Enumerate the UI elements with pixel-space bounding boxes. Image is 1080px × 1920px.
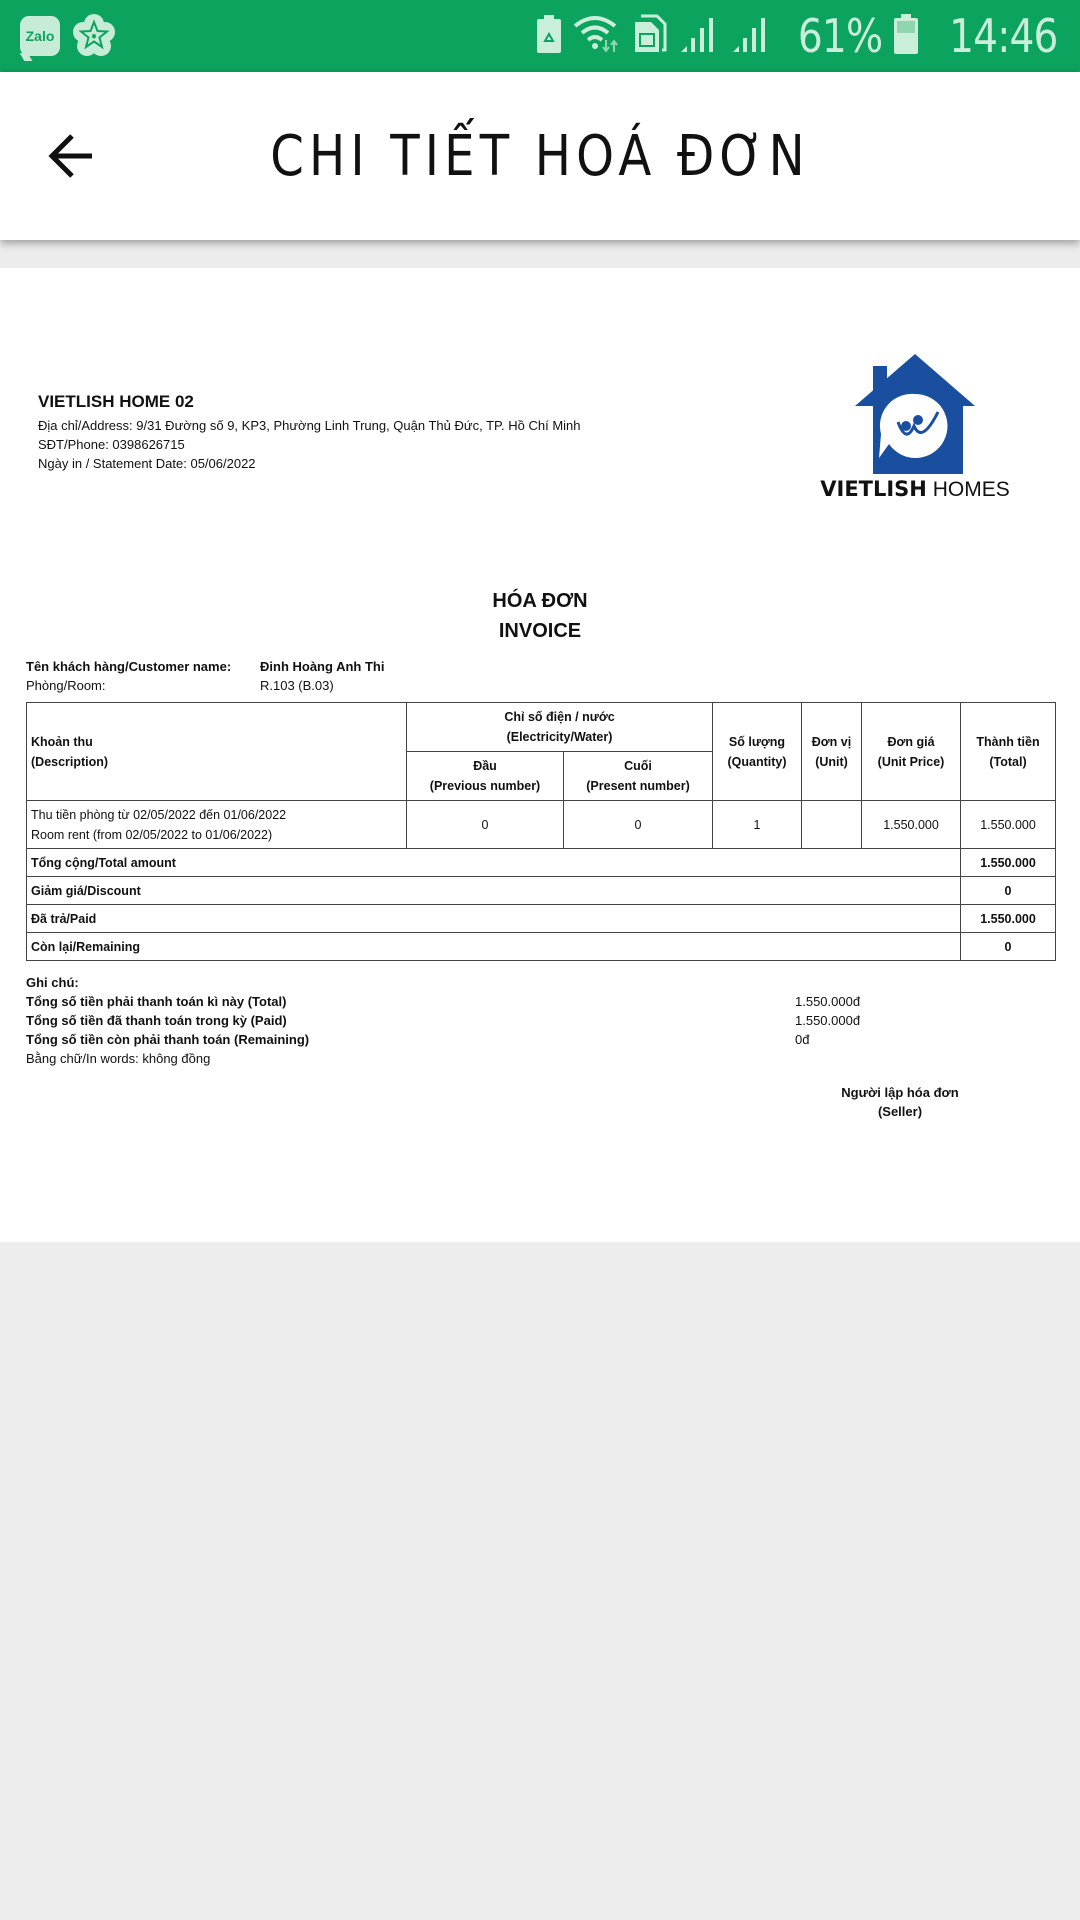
header-total: Thành tiền (Total) xyxy=(961,703,1056,801)
summary-value: 0 xyxy=(961,877,1056,905)
signal-sim2-icon xyxy=(731,16,771,57)
summary-label: Còn lại/Remaining xyxy=(27,933,961,961)
row-quantity: 1 xyxy=(713,801,802,849)
status-bar xyxy=(0,0,1080,72)
seller-label-vi: Người lập hóa đơn xyxy=(841,1085,959,1100)
zalo-notification-icon xyxy=(20,16,60,56)
company-phone: SĐT/Phone: 0398626715 xyxy=(38,437,185,452)
customer-info xyxy=(26,657,384,695)
row-description: Thu tiền phòng từ 02/05/2022 đến 01/06/2022 Room rent (from 02/05/2022 to 01/06/2022) xyxy=(27,801,407,849)
header-description: Khoản thu (Description) xyxy=(27,703,407,801)
summary-row-discount xyxy=(27,877,1056,905)
note-paid-value: 1.550.000đ xyxy=(795,1013,861,1028)
summary-row-total xyxy=(27,849,1056,877)
summary-label: Tổng cộng/Total amount xyxy=(27,849,961,877)
zalo-label: Zalo xyxy=(25,28,55,44)
battery-saver-icon xyxy=(537,15,561,58)
company-name: VIETLISH HOME 02 xyxy=(38,392,194,411)
note-remaining-value: 0đ xyxy=(795,1032,810,1047)
seller-label-en: (Seller) xyxy=(877,1104,923,1119)
note-paid-label: Tổng số tiền đã thanh toán trong kỳ (Paid) xyxy=(26,1013,287,1028)
row-unit xyxy=(802,801,862,849)
logo-wordmark xyxy=(820,477,1010,502)
invoice-document xyxy=(0,268,1080,1242)
row-unit-price: 1.550.000 xyxy=(862,801,961,849)
row-previous-number: 0 xyxy=(407,801,564,849)
invoice-title-en: INVOICE xyxy=(498,620,582,642)
logo-text-bold: VIETLISH xyxy=(820,477,927,501)
note-total-label: Tổng số tiền phải thanh toán kì này (Total) xyxy=(26,994,287,1009)
summary-label: Giảm giá/Discount xyxy=(27,877,961,905)
header-present-number: Cuối (Present number) xyxy=(564,752,713,801)
note-remaining-label: Tổng số tiền còn phải thanh toán (Remaining) xyxy=(26,1032,310,1047)
statement-date: Ngày in / Statement Date: 05/06/2022 xyxy=(38,456,256,471)
company-address: Địa chỉ/Address: 9/31 Đường số 9, KP3, Phường Linh Trung, Quận Thủ Đức, TP. Hồ Chí Minh xyxy=(38,418,581,433)
note-total-value: 1.550.000đ xyxy=(795,994,861,1009)
sim-card-icon xyxy=(633,14,667,59)
table-row xyxy=(27,801,1056,849)
notes-heading: Ghi chú: xyxy=(26,975,79,990)
content-top-spacer xyxy=(0,240,1080,268)
summary-value: 1.550.000 xyxy=(961,849,1056,877)
header-meter: Chỉ số điện / nước (Electricity/Water) xyxy=(407,703,713,752)
page-title: CHI TIẾT HOÁ ĐƠN xyxy=(270,124,810,189)
signal-sim1-icon xyxy=(679,16,719,57)
battery-percent: 61% xyxy=(798,9,883,63)
summary-row-paid xyxy=(27,905,1056,933)
invoice-title xyxy=(0,586,1080,646)
header-quantity: Số lượng (Quantity) xyxy=(713,703,802,801)
customer-name-label: Tên khách hàng/Customer name: xyxy=(26,659,232,674)
header-previous-number: Đầu (Previous number) xyxy=(407,752,564,801)
amount-in-words: Bằng chữ/In words: không đồng xyxy=(26,1051,211,1066)
invoice-table xyxy=(26,702,1056,961)
invoice-title-vi: HÓA ĐƠN xyxy=(492,590,588,612)
wifi-icon xyxy=(573,14,621,59)
seller-signature xyxy=(800,1083,1000,1121)
summary-row-remaining xyxy=(27,933,1056,961)
battery-icon xyxy=(894,14,918,59)
header-unit: Đơn vị (Unit) xyxy=(802,703,862,801)
clock: 14:46 xyxy=(949,9,1058,63)
logo-text-light: HOMES xyxy=(932,478,1010,501)
summary-label: Đã trả/Paid xyxy=(27,905,961,933)
customer-name: Đinh Hoàng Anh Thi xyxy=(260,659,385,674)
flower-app-notification-icon xyxy=(72,14,116,58)
notes-values xyxy=(795,992,860,1049)
company-info xyxy=(38,390,581,473)
house-logo-icon xyxy=(820,354,1010,474)
row-total: 1.550.000 xyxy=(961,801,1056,849)
summary-value: 0 xyxy=(961,933,1056,961)
header-unit-price: Đơn giá (Unit Price) xyxy=(862,703,961,801)
notes-section xyxy=(26,973,309,1068)
summary-value: 1.550.000 xyxy=(961,905,1056,933)
room-label: Phòng/Room: xyxy=(26,678,106,693)
room-value: R.103 (B.03) xyxy=(260,678,334,693)
row-present-number: 0 xyxy=(564,801,713,849)
app-bar xyxy=(0,72,1080,240)
company-logo xyxy=(820,354,1010,504)
